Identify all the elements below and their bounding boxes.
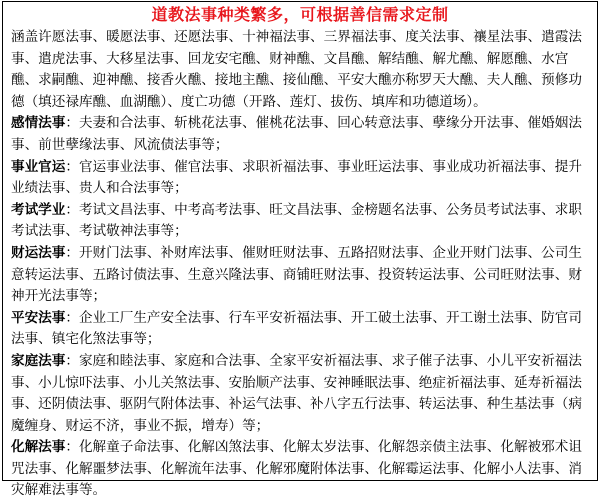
section-text: ：官运事业法事、催官法事、求职祈福法事、事业旺运法事、事业成功祈福法事、提升业绩法事、贵人和合法事等； <box>11 158 582 197</box>
section-label: 感情法事 <box>11 115 66 132</box>
section-relationship <box>11 113 591 156</box>
section-resolve <box>11 437 591 502</box>
page-title: 道教法事种类繁多，可根据善信需求定制 <box>151 5 449 24</box>
section-wealth <box>11 243 591 308</box>
section-exam <box>11 200 591 243</box>
section-label: 事业官运 <box>11 158 66 175</box>
service-list <box>11 27 591 502</box>
section-career <box>11 157 591 200</box>
content-frame <box>2 1 598 499</box>
section-overview-text: 涵盖许愿法事、暖愿法事、还愿法事、十神福法事、三界福法事、度关法事、禳星法事、遣霞法事、遣虎法事、大移星法事、回龙安宅醮、财神醮、文昌醮、解结醮、解尤醮、解愿醮、水宫醮、求嗣醮、迎神醮、接香火醮、接地主醮、接仙醮、平安大醮亦称罗天大醮、夫人醮、预修功德（填还禄库醮、血湖醮）、度亡功德（开路、莲灯、拔伤、填库和功德道场）。 <box>11 29 582 110</box>
section-safety <box>11 308 591 351</box>
section-text: ：开财门法事、补财库法事、催财旺财法事、五路招财法事、企业开财门法事、公司生意转运法事、五路讨债法事、生意兴隆法事、商铺旺财法事、投资转运法事、公司旺财法事、财神开光法事等； <box>11 244 582 305</box>
section-text: ：考试文昌法事、中考高考法事、旺文昌法事、金榜题名法事、公务员考试法事、求职考试法事、考试敬神法事等； <box>11 201 582 240</box>
section-text: ：化解童子命法事、化解凶煞法事、化解太岁法事、化解怨亲债主法事、化解被邪术诅咒法事、化解噩梦法事、化解流年法事、化解邪魔附体法事、化解霉运法事、化解小人法事、消灾解难法事等。 <box>11 439 582 499</box>
section-family <box>11 351 591 437</box>
section-label: 财运法事 <box>11 244 66 261</box>
section-text: ：夫妻和合法事、斩桃花法事、催桃花法事、回心转意法事、孽缘分开法事、催婚姻法事、前世孽缘法事、风流债法事等； <box>11 115 582 153</box>
section-label: 考试学业 <box>11 201 66 218</box>
section-overview <box>11 27 591 113</box>
section-label: 化解法事 <box>11 439 66 456</box>
section-text: ：家庭和睦法事、家庭和合法事、全家平安祈福法事、求子催子法事、小儿平安祈福法事、小儿惊吓法事、小儿关煞法事、安胎顺产法事、安神睡眠法事、绝症祈福法事、延寿祈福法事、还阴债法事、驱阴气附体法事、补运气法事、补八字五行法事、转运法事、种生基法事（病魔缠身、财运不济，事业不振，增寿）等； <box>11 352 582 434</box>
section-text: ：企业工厂生产安全法事、行车平安祈福法事、开工破土法事、开工谢土法事、防官司法事、镇宅化煞法事等； <box>11 309 582 348</box>
section-label: 家庭法事 <box>11 352 66 369</box>
section-label: 平安法事 <box>11 309 66 326</box>
